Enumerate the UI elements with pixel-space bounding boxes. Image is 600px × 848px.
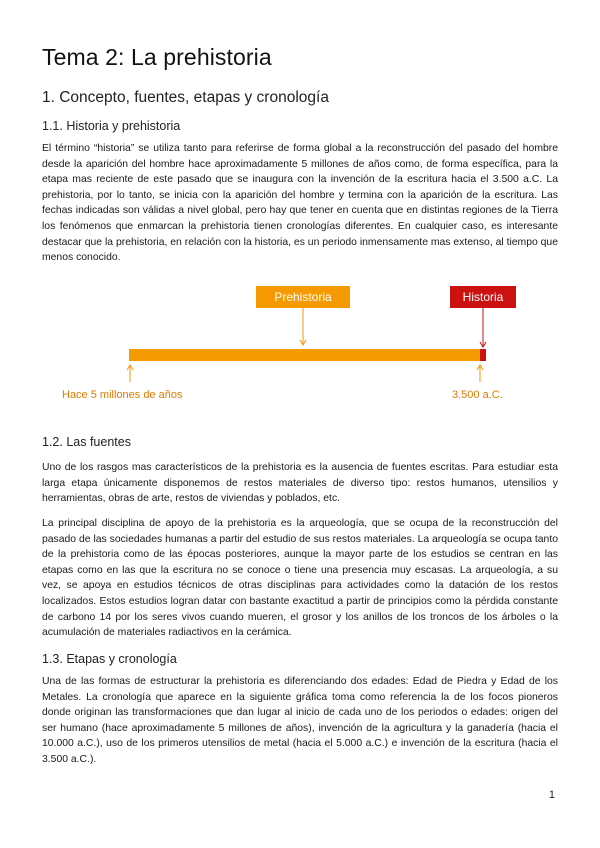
end-date-label: 3.500 a.C. <box>452 389 503 401</box>
historia-bar <box>480 349 486 361</box>
historia-label: Historia <box>462 290 504 304</box>
page-title: Tema 2: La prehistoria <box>42 44 272 70</box>
subsection-heading-1-1: 1.1. Historia y prehistoria <box>42 119 181 133</box>
timeline-diagram <box>0 278 600 408</box>
paragraph-fuentes-1: Uno de los rasgos mas característicos de la prehistoria es la ausencia de fuentes escritas. Para estudiar esta larga etapa únicamente disponemos de restos materiales de diverso tipo: restos humanos, utensilios y herramientas, obras de arte, restos de viviendas y poblados, etc. <box>42 462 558 505</box>
paragraph-historia-prehistoria: El término “historia” se utiliza tanto para referirse de forma global a la reconstrucción del pasado del hombre desde la aparición del hombre hace aproximadamente 5 millones de años como, de forma específica, para la etapa mas reciente de este pasado que se inaugura con la invención de la escritura hacia el 3.500 a.C. La prehistoria, por lo tanto, se inicia con la aparición del hombre y termina con la aparición de la escritura. Las fechas indicadas son válidas a nivel global, pero hay que tener en cuenta que en distintas regiones de la Tierra los fenómenos que enmarcan la prehistoria tienen cronologías diferentes. En cualquier caso, es interesante destacar que la prehistoria, en relación con la historia, es un periodo inmensamente mas extenso, al tiempo que menos conocido. <box>42 143 558 264</box>
subsection-heading-1-2: 1.2. Las fuentes <box>42 435 131 449</box>
subsection-heading-1-3: 1.3. Etapas y cronología <box>42 652 177 666</box>
paragraph-etapas-cronologia: Una de las formas de estructurar la prehistoria es diferenciando dos edades: Edad de Piedra y Edad de los Metales. La cronología que aparece en la siguiente gráfica toma como referencia la de los focos pioneros donde originan las transformaciones que dan lugar al inicio de cada uno de los periodos o edades: origen del ser humano (hace aproximadamente 5 millones de años), invención de la agricultura y la ganadería (hacia el 10.000 a.C.), uso de los primeros utensilios de metal (hacia el 5.000 a.C.) e invención de la escritura (hacia el 3.500 a.C.). <box>42 676 558 765</box>
paragraph-fuentes-2: La principal disciplina de apoyo de la prehistoria es la arqueología, que se ocupa de la reconstrucción del pasado de las sociedades humanas a partir del estudio de sus restos materiales. La arqueología se ocupa tanto de la prehistoria como de las épocas posteriores, aunque la mayor parte de los estudios se centran en las etapas como en las que la escritura no se conoce o tiene una presencia muy escasas. La arqueología, a su vez, se apoya en estudios técnicos de otras disciplinas para actividades como la datación de los restos localizados. Estos estudios logran datar con bastante exactitud a partir de principios como la pérdida constante de carbono 14 por los seres vivos cuando mueren, el grosor y los anillos de los troncos de los árboles o la acumulación de materiales radiactivos en la cerámica. <box>42 518 558 639</box>
prehistoria-label: Prehistoria <box>274 290 332 304</box>
page-number: 1 <box>548 789 555 801</box>
section-heading-1: 1. Concepto, fuentes, etapas y cronología <box>42 89 329 106</box>
prehistoria-bar <box>129 349 480 361</box>
start-date-label: Hace 5 millones de años <box>62 389 183 401</box>
